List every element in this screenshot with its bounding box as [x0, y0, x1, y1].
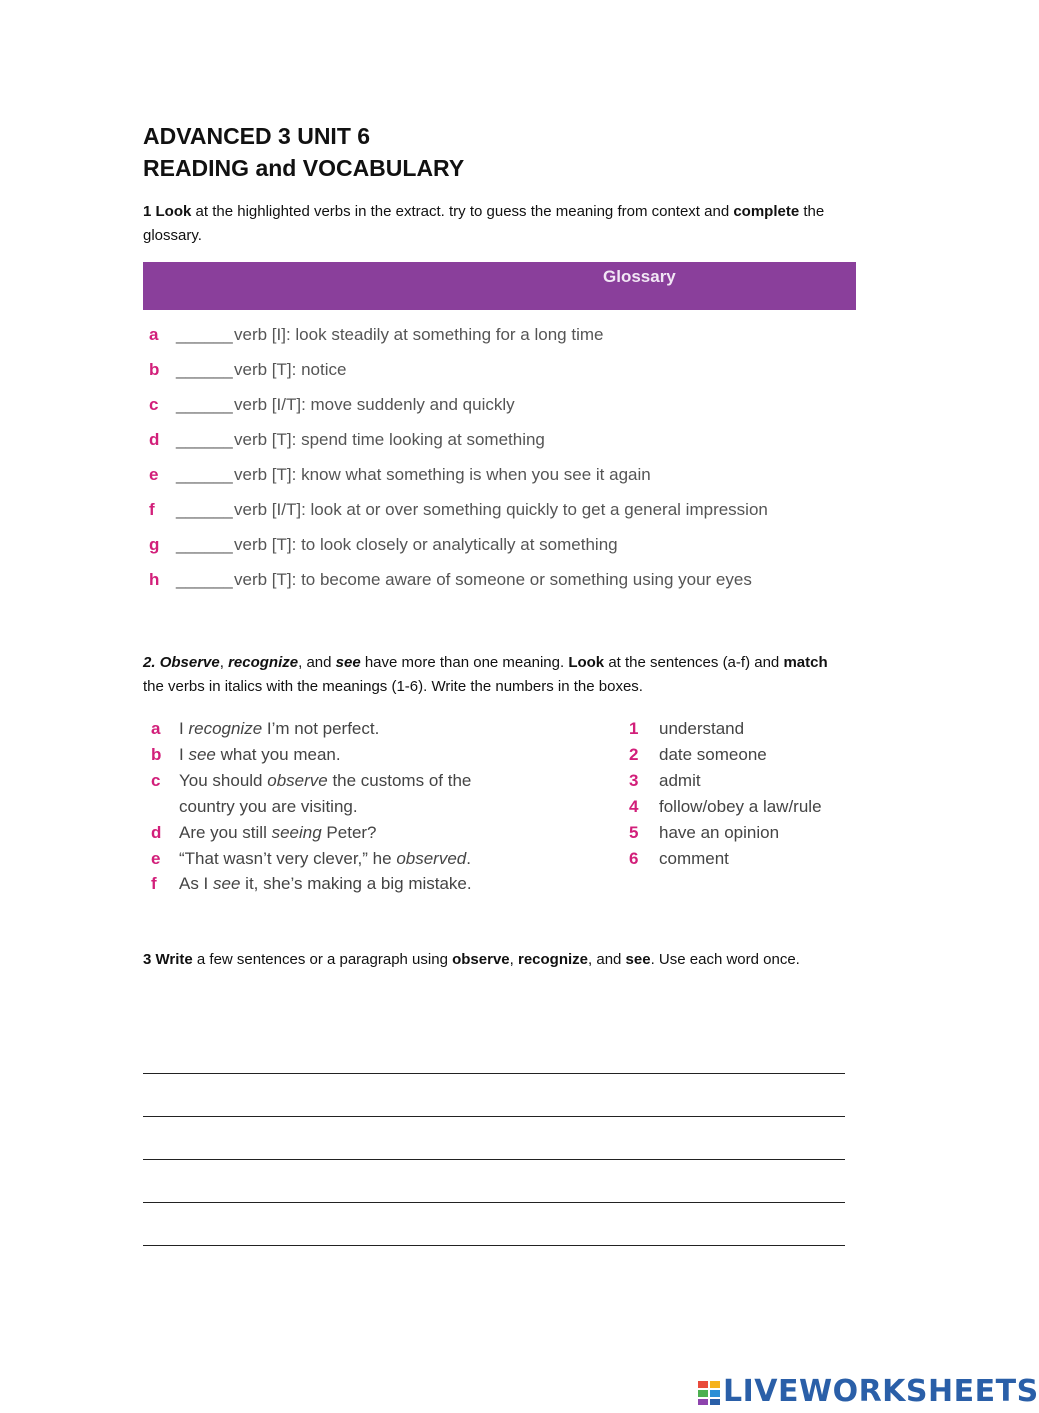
answer-blank[interactable]: ______ [176, 570, 233, 589]
answer-blank[interactable]: ______ [176, 395, 233, 414]
writing-line-3[interactable] [143, 1159, 845, 1160]
answer-blank[interactable]: ______ [176, 465, 233, 484]
writing-line-1[interactable] [143, 1073, 845, 1074]
glossary-header [143, 262, 856, 310]
answer-blank[interactable]: ______ [176, 430, 233, 449]
liveworksheets-logo-icon [697, 1380, 721, 1406]
answer-blank[interactable]: ______ [176, 500, 233, 519]
answer-blank[interactable]: ______ [176, 535, 233, 554]
writing-line-5[interactable] [143, 1245, 845, 1246]
liveworksheets-brand: LIVEWORKSHEETS [723, 1374, 1039, 1409]
page-title-line2: READING and VOCABULARY [143, 155, 465, 181]
writing-line-2[interactable] [143, 1116, 845, 1117]
glossary-title: Glossary [603, 267, 676, 286]
answer-blank[interactable]: ______ [176, 325, 233, 344]
glossary-box: Glossary a ______ verb [I]: look steadily at something for a long time b ______ verb [T]: notice c ______ verb [I/T]: move suddenly and quickly d ______ verb [T]: spend time looking at something e ______ verb [T]: know what something is when you see it again f ______ verb [I/T]: look at or over something quickly to get a general impression g ______ verb [T]: to look closely or analytically at something h ______ verb [T]: to become aware of someone or something using your eyes [143, 262, 856, 602]
exercise1-instructions: 1 Look at the highlighted verbs in the extract. try to guess the meaning from context and complete the glossary. [143, 203, 825, 244]
exercise3-instructions: 3 Write a few sentences or a paragraph using observe, recognize, and see. Use each word once. [143, 951, 800, 968]
page-title-line1: ADVANCED 3 UNIT 6 [143, 123, 371, 149]
exercise2-instructions: 2. Observe, recognize, and see have more than one meaning. Look at the sentences (a-f) and match the verbs in italics with the meanings (1-6). Write the numbers in the boxes. [143, 654, 828, 695]
answer-blank[interactable]: ______ [176, 360, 233, 379]
writing-line-4[interactable] [143, 1202, 845, 1203]
